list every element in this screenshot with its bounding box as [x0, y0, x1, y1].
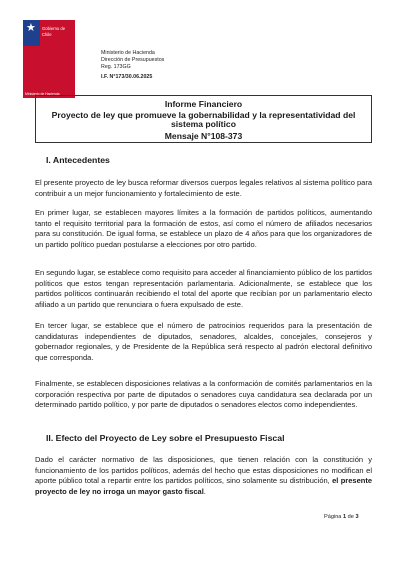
- paragraph: El presente proyecto de ley busca reformar diversos cuerpos legales relativos al sistema político para contribuir a un mejor funcionamiento y fortalecimiento de este.: [35, 178, 372, 198]
- report-reference: I.F. N°173/30.06.2025: [101, 74, 153, 80]
- star-icon: ★: [26, 21, 36, 34]
- report-type-title: Informe Financiero: [164, 99, 243, 109]
- paragraph: En primer lugar, se establecen mayores límites a la formación de partidos políticos, aumentando tanto el requisito territorial para la formación de estos, así como el número de afiliados necesarios para su constitución. De igual forma, se establece un plazo de 4 años para que los organizadores de un partido político puedan postularse a elecciones por otro partido.: [35, 208, 372, 249]
- page-total: 3: [355, 514, 359, 520]
- ministry-block: [101, 50, 164, 71]
- page-prefix: Página: [324, 514, 343, 520]
- paragraph-text: .: [203, 486, 206, 496]
- page-current: 1: [342, 514, 347, 520]
- logo-red-lower-block: [23, 46, 75, 98]
- paragraph-text: Dado el carácter normativo de las disposiciones, que tienen relación con la constitución y funcionamiento de los partidos políticos, además del hecho que estas disposiciones no modifican el aporte público total a repartir entre los partidos políticos, sino solamente su distribución,: [35, 455, 372, 485]
- title-box: [35, 95, 372, 143]
- ministry-line: Ministerio de Hacienda: [101, 50, 155, 56]
- conclusion-bold-text: el presente proyecto de ley no irroga un mayor gasto fiscal: [35, 476, 372, 496]
- logo-text: Gobierno de: [42, 26, 66, 31]
- section-heading-efecto-fiscal: II. Efecto del Proyecto de Ley sobre el Presupuesto Fiscal: [46, 433, 285, 443]
- logo-text: Chile: [42, 32, 52, 37]
- ministry-line: Reg. 173GG: [101, 64, 131, 70]
- gobierno-de-chile-logo: [23, 20, 75, 98]
- page-number: [324, 514, 359, 520]
- message-number: Mensaje N°108-373: [164, 131, 243, 141]
- bill-title-line: sistema político: [171, 119, 236, 129]
- page-of: de: [346, 514, 356, 520]
- paragraph: Finalmente, se establecen disposiciones relativas a la conformación de comités parlamentarios en la corporación respectiva por parte de diputados o senadores cuya candidatura sea declarada por un determinado partido político, y por parte de diputados o senadores electos como independientes.: [35, 379, 372, 409]
- bill-title-line: Proyecto de ley que promueve la gobernabilidad y la representatividad del: [51, 110, 356, 120]
- paragraph: [35, 455, 372, 497]
- paragraph: En tercer lugar, se establece que el número de patrocinios requeridos para la presentación de candidaturas independientes de diputados, senadores, alcaldes, concejales, consejeros y gobernador regionales, y de Presidente de la República será respecto al padrón electoral definitivo que corresponda.: [35, 321, 372, 362]
- ministry-line: Dirección de Presupuestos: [101, 57, 165, 63]
- logo-bottom-text: Ministerio de Hacienda: [25, 92, 60, 96]
- section-heading-antecedentes: I. Antecedentes: [46, 155, 110, 165]
- paragraph: En segundo lugar, se establece como requisito para acceder al financiamiento público de los partidos políticos que estos tengan representación parlamentaria. Adicionalmente, se establece que los partidos políticos continuarán recibiendo el total del aporte que recibían por un parlamentario electo afiliado a un partido que renunciara o fuera expulsado de este.: [35, 268, 372, 309]
